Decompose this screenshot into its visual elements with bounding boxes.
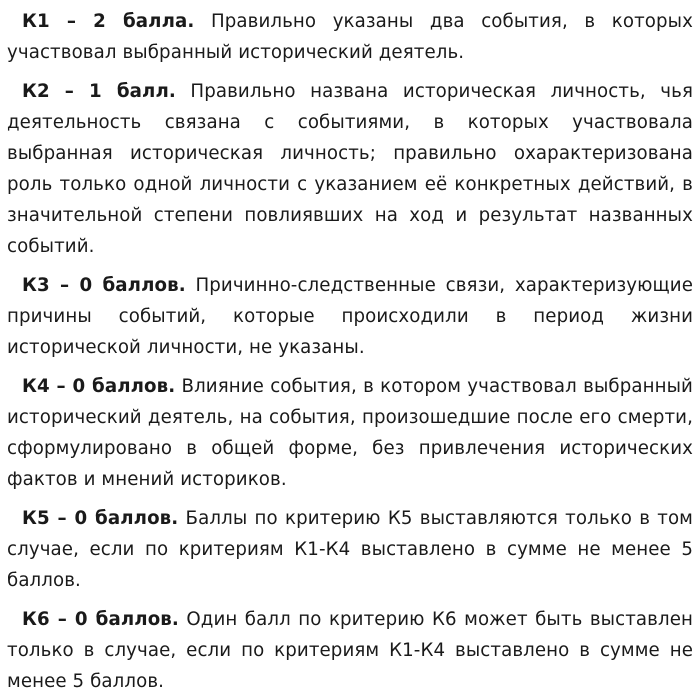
criterion-k6-text: Один балл по критерию К6 может быть выставлен только в случае, если по критериям К1-К4 выставлено в сумме не менее 5 баллов. <box>7 609 693 692</box>
criterion-k4-paragraph <box>7 371 693 495</box>
criterion-k5-heading: К5 – 0 баллов. <box>22 508 179 529</box>
criterion-k2-text: Правильно названа историческая личность, чья деятельность связана с событиями, в которых участвовала выбранная историческая личность; правильно охарактеризована роль только одной личности с указанием её конкретных действий, в значительной степени повлиявших на ход и результат названных событий. <box>7 81 693 257</box>
criterion-k5-text: Баллы по критерию К5 выставляются только в том случае, если по критериям К1-К4 выставлено в сумме не менее 5 баллов. <box>7 508 693 591</box>
criterion-k3-paragraph <box>7 270 693 363</box>
criterion-k5-paragraph <box>7 503 693 596</box>
criterion-k1-paragraph <box>7 6 693 68</box>
criterion-k2-paragraph <box>7 76 693 262</box>
criterion-k4-heading: К4 – 0 баллов. <box>22 376 176 397</box>
criterion-k6-paragraph <box>7 604 693 697</box>
criterion-k1-text: Правильно указаны два события, в которых участвовал выбранный исторический деятель. <box>7 11 693 63</box>
criterion-k6-heading: К6 – 0 баллов. <box>22 609 179 630</box>
criterion-k3-text: Причинно-следственные связи, характеризующие причины событий, которые происходили в период жизни исторической личности, не указаны. <box>7 275 693 358</box>
criterion-k3-heading: К3 – 0 баллов. <box>22 275 186 296</box>
criterion-k1-heading: К1 – 2 балла. <box>22 11 195 32</box>
criterion-k4-text: Влияние события, в котором участвовал выбранный исторический деятель, на события, произошедшие после его смерти, сформулировано в общей форме, без привлечения исторических фактов и мнений историков. <box>7 376 693 490</box>
criterion-k2-heading: К2 – 1 балл. <box>22 81 176 102</box>
